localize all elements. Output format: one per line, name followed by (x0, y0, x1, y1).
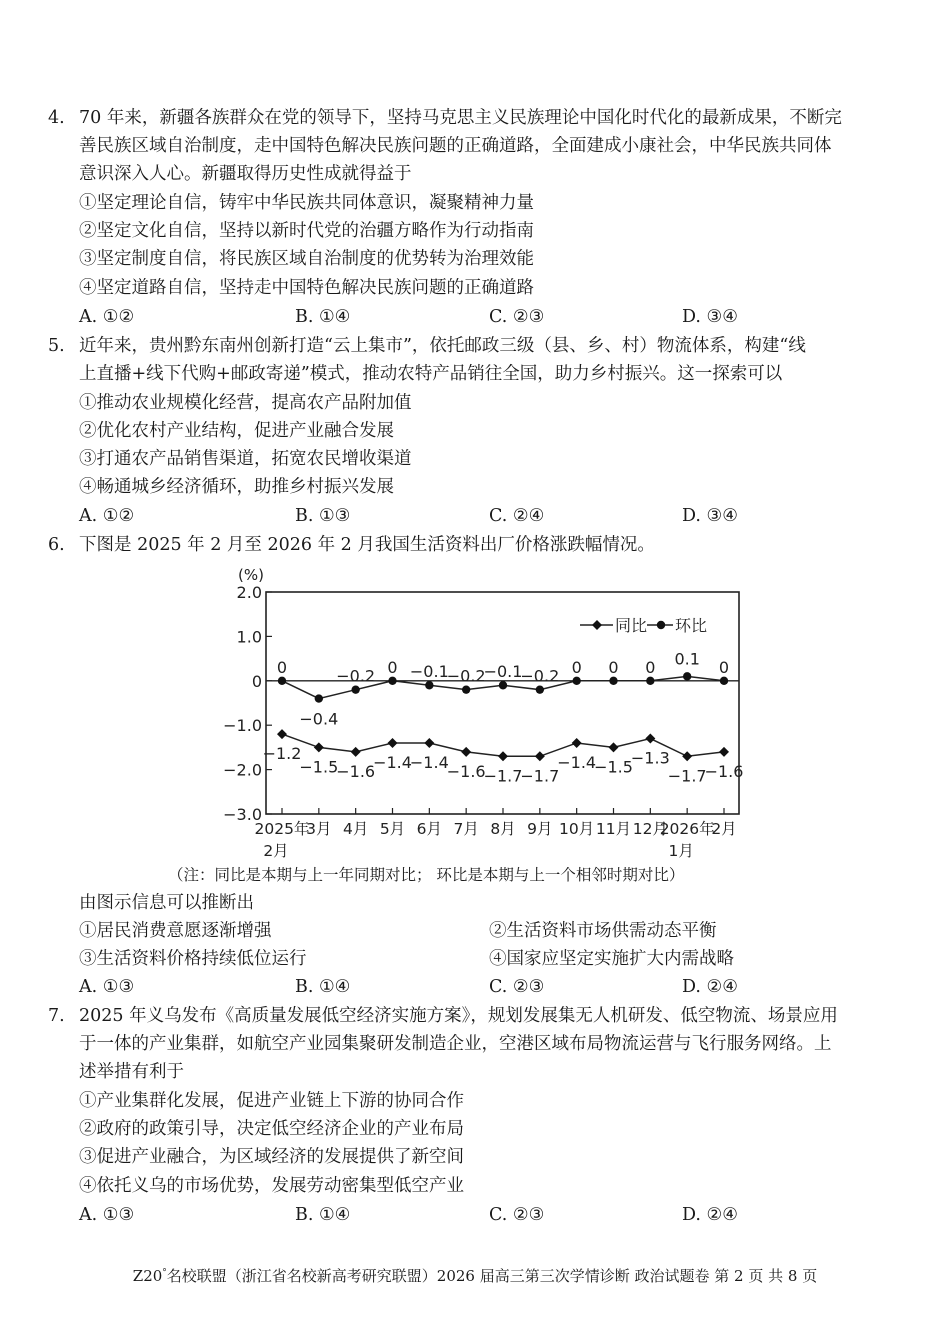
question-4-stem-line-3: 意识深入人心。新疆取得历史性成就得益于 (79, 164, 412, 184)
question-5-option-c[interactable]: C. ②④ (489, 506, 545, 526)
x-tick-label: 8月 (490, 820, 516, 838)
question-7-option-c[interactable]: C. ②③ (489, 1205, 545, 1225)
question-7-number: 7. (48, 1006, 65, 1026)
data-label-mom: −0.1 (409, 662, 449, 682)
question-7-statement-3: ③促进产业融合，为区域经济的发展提供了新空间 (79, 1147, 464, 1167)
data-point-yoy (461, 747, 471, 757)
x-tick-label: 3月 (306, 820, 332, 838)
data-point-mom (462, 685, 470, 693)
data-label-mom: 0.1 (674, 649, 700, 669)
question-6-lead: 由图示信息可以推断出 (79, 893, 254, 913)
data-label-mom: 0 (645, 657, 656, 677)
question-7-stem-line-1: 2025 年义乌发布《高质量发展低空经济实施方案》，规划发展集无人机研发、低空物流、场景应用 (79, 1006, 838, 1026)
data-point-mom (351, 685, 359, 693)
question-6-number: 6. (48, 535, 65, 555)
question-5-statement-3: ③打通农产品销售渠道，拓宽农民增收渠道 (79, 449, 412, 469)
question-4-stem-line-2: 善民族区域自治制度，走中国特色解决民族问题的正确道路，全面建成小康社会，中华民族共同体 (79, 136, 832, 156)
y-tick-label: −1.0 (223, 716, 262, 736)
question-4-option-b[interactable]: B. ①④ (295, 307, 351, 327)
x-tick-label: 12月 (632, 820, 668, 838)
y-tick-label: 1.0 (236, 627, 262, 647)
x-tick-label: 2025年 (254, 820, 310, 838)
question-5-statement-2: ②优化农村产业结构，促进产业融合发展 (79, 421, 394, 441)
question-7-stem-line-2: 于一体的产业集群，如航空产业园集聚研发制造企业，空港区域布局物流运营与飞行服务网络。上 (79, 1034, 832, 1054)
data-point-mom (388, 677, 396, 685)
data-point-yoy (277, 729, 287, 739)
data-point-mom (572, 677, 580, 685)
data-point-yoy (388, 738, 398, 748)
question-4-option-d[interactable]: D. ③④ (682, 307, 738, 327)
footer-text: 名校联盟（浙江省名校新高考研究联盟）2026 届高三第三次学情诊断 政治试题卷 第 2 页 共 8 页 (166, 1267, 818, 1285)
data-point-yoy (609, 742, 619, 752)
question-7-statement-4: ④依托义乌的市场优势，发展劳动密集型低空产业 (79, 1176, 464, 1196)
footer-sup: ° (162, 1268, 167, 1278)
data-point-yoy (719, 747, 729, 757)
data-label-yoy: −1.4 (557, 752, 597, 772)
question-7-option-b[interactable]: B. ①④ (295, 1205, 351, 1225)
question-7-option-d[interactable]: D. ②④ (682, 1205, 738, 1225)
question-5-number: 5. (48, 336, 65, 356)
question-6-statement-1: ①居民消费意愿逐渐增强 (79, 921, 272, 941)
x-tick-label: 11月 (595, 820, 632, 838)
data-label-yoy: −1.7 (483, 766, 523, 786)
footer-prefix: Z20 (132, 1267, 163, 1285)
x-tick-label: 2月 (263, 842, 289, 860)
question-4-statement-4: ④坚定道路自信，坚持走中国特色解决民族问题的正确道路 (79, 278, 534, 298)
question-7-option-a[interactable]: A. ①③ (79, 1205, 135, 1225)
question-5-option-b[interactable]: B. ①③ (295, 506, 351, 526)
data-point-mom (683, 672, 691, 680)
data-label-mom: 0 (571, 657, 582, 677)
data-point-yoy (535, 751, 545, 761)
data-point-yoy (351, 747, 361, 757)
x-tick-label: 2026年 (659, 820, 715, 838)
x-tick-label: 2月 (711, 820, 737, 838)
data-label-yoy: −1.6 (336, 761, 376, 781)
data-point-yoy (572, 738, 582, 748)
data-point-yoy (682, 751, 692, 761)
data-point-mom (278, 677, 286, 685)
data-point-mom (499, 681, 507, 689)
question-4-statement-1: ①坚定理论自信，铸牢中华民族共同体意识，凝聚精神力量 (79, 193, 534, 213)
data-label-mom: −0.2 (446, 666, 486, 686)
data-label-mom: 0 (387, 657, 398, 677)
x-tick-label: 4月 (342, 820, 369, 838)
data-label-mom: −0.2 (520, 666, 560, 686)
data-label-yoy: −1.6 (446, 761, 486, 781)
question-7-statement-2: ②政府的政策引导，决定低空经济企业的产业布局 (79, 1119, 464, 1139)
question-6-option-c[interactable]: C. ②③ (489, 977, 545, 997)
y-tick-label: −2.0 (223, 760, 262, 780)
question-6-statement-2: ②生活资料市场供需动态平衡 (489, 921, 717, 941)
question-5-statement-4: ④畅通城乡经济循环，助推乡村振兴发展 (79, 477, 394, 497)
legend-label-yoy: 同比 (615, 616, 648, 635)
legend-label-mom: 环比 (675, 616, 708, 635)
question-6-stem-line-1: 下图是 2025 年 2 月至 2026 年 2 月我国生活资料出厂价格涨跌幅情况。 (79, 535, 655, 555)
question-6-statement-4: ④国家应坚定实施扩大内需战略 (489, 949, 734, 969)
question-5-stem-line-2: 上直播+线下代购+邮政寄递”模式，推动农特产品销往全国，助力乡村振兴。这一探索可以 (79, 364, 783, 384)
data-label-mom: −0.2 (336, 666, 376, 686)
data-label-mom: −0.4 (299, 709, 339, 729)
price-change-line-chart (215, 560, 775, 870)
question-5-option-d[interactable]: D. ③④ (682, 506, 738, 526)
data-label-mom: 0 (718, 657, 730, 677)
question-6-option-a[interactable]: A. ①③ (79, 977, 135, 997)
data-label-yoy: −1.4 (409, 752, 449, 772)
data-label-mom: −0.1 (483, 662, 523, 682)
x-tick-label: 1月 (668, 842, 694, 860)
question-4-number: 4. (48, 108, 65, 128)
question-6-option-d[interactable]: D. ②④ (682, 977, 738, 997)
x-tick-label: 5月 (379, 820, 406, 838)
page-footer (0, 1262, 950, 1287)
x-tick-label: 10月 (559, 820, 595, 838)
y-axis-unit-label: (%) (238, 566, 264, 584)
question-6-option-b[interactable]: B. ①④ (295, 977, 351, 997)
y-tick-label: 2.0 (236, 583, 262, 602)
x-tick-label: 9月 (527, 820, 553, 838)
data-label-yoy: −1.3 (630, 748, 670, 768)
question-6-statement-3: ③生活资料价格持续低位运行 (79, 949, 307, 969)
question-4-option-c[interactable]: C. ②③ (489, 307, 545, 327)
data-label-yoy: −1.6 (704, 761, 744, 781)
x-tick-label: 7月 (453, 820, 479, 838)
data-point-yoy (498, 751, 508, 761)
data-label-yoy: −1.7 (667, 766, 707, 786)
data-point-mom (720, 677, 728, 685)
question-5-stem-line-1: 近年来，贵州黔东南州创新打造“云上集市”，依托邮政三级（县、乡、村）物流体系，构建“线 (79, 336, 806, 356)
question-5-option-a[interactable]: A. ①② (79, 506, 135, 526)
question-7-stem-line-3: 述举措有利于 (79, 1062, 184, 1082)
data-point-mom (315, 694, 323, 702)
data-label-mom: 0 (276, 657, 288, 677)
question-4-stem-line-1: 70 年来，新疆各族群众在党的领导下，坚持马克思主义民族理论中国化时代化的最新成果，不断完 (79, 108, 842, 128)
question-4-option-a[interactable]: A. ①② (79, 307, 135, 327)
data-point-mom (609, 677, 617, 685)
data-label-yoy: −1.5 (594, 757, 633, 777)
data-point-yoy (424, 738, 434, 748)
question-7-statement-1: ①产业集群化发展，促进产业链上下游的协同合作 (79, 1091, 464, 1111)
y-tick-label: −3.0 (223, 805, 262, 824)
data-label-yoy: −1.5 (299, 757, 339, 777)
legend-marker-yoy (592, 620, 602, 630)
chart-note: （注：同比是本期与上一年同期对比； 环比是本期与上一个相邻时期对比） (168, 866, 685, 884)
question-4-statement-2: ②坚定文化自信，坚持以新时代党的治疆方略作为行动指南 (79, 221, 534, 241)
y-tick-label: 0 (251, 671, 262, 691)
data-point-yoy (314, 742, 324, 752)
data-label-mom: 0 (608, 657, 619, 677)
legend-marker-mom (657, 621, 665, 629)
data-label-yoy: −1.4 (373, 752, 412, 772)
question-5-statement-1: ①推动农业规模化经营，提高农产品附加值 (79, 393, 412, 413)
data-point-yoy (645, 734, 655, 744)
data-point-mom (646, 677, 654, 685)
data-point-mom (425, 681, 433, 689)
data-point-mom (536, 685, 544, 693)
data-label-yoy: −1.2 (262, 744, 302, 764)
data-label-yoy: −1.7 (520, 766, 560, 786)
x-tick-label: 6月 (416, 820, 443, 838)
question-4-statement-3: ③坚定制度自信，将民族区域自治制度的优势转为治理效能 (79, 249, 534, 269)
